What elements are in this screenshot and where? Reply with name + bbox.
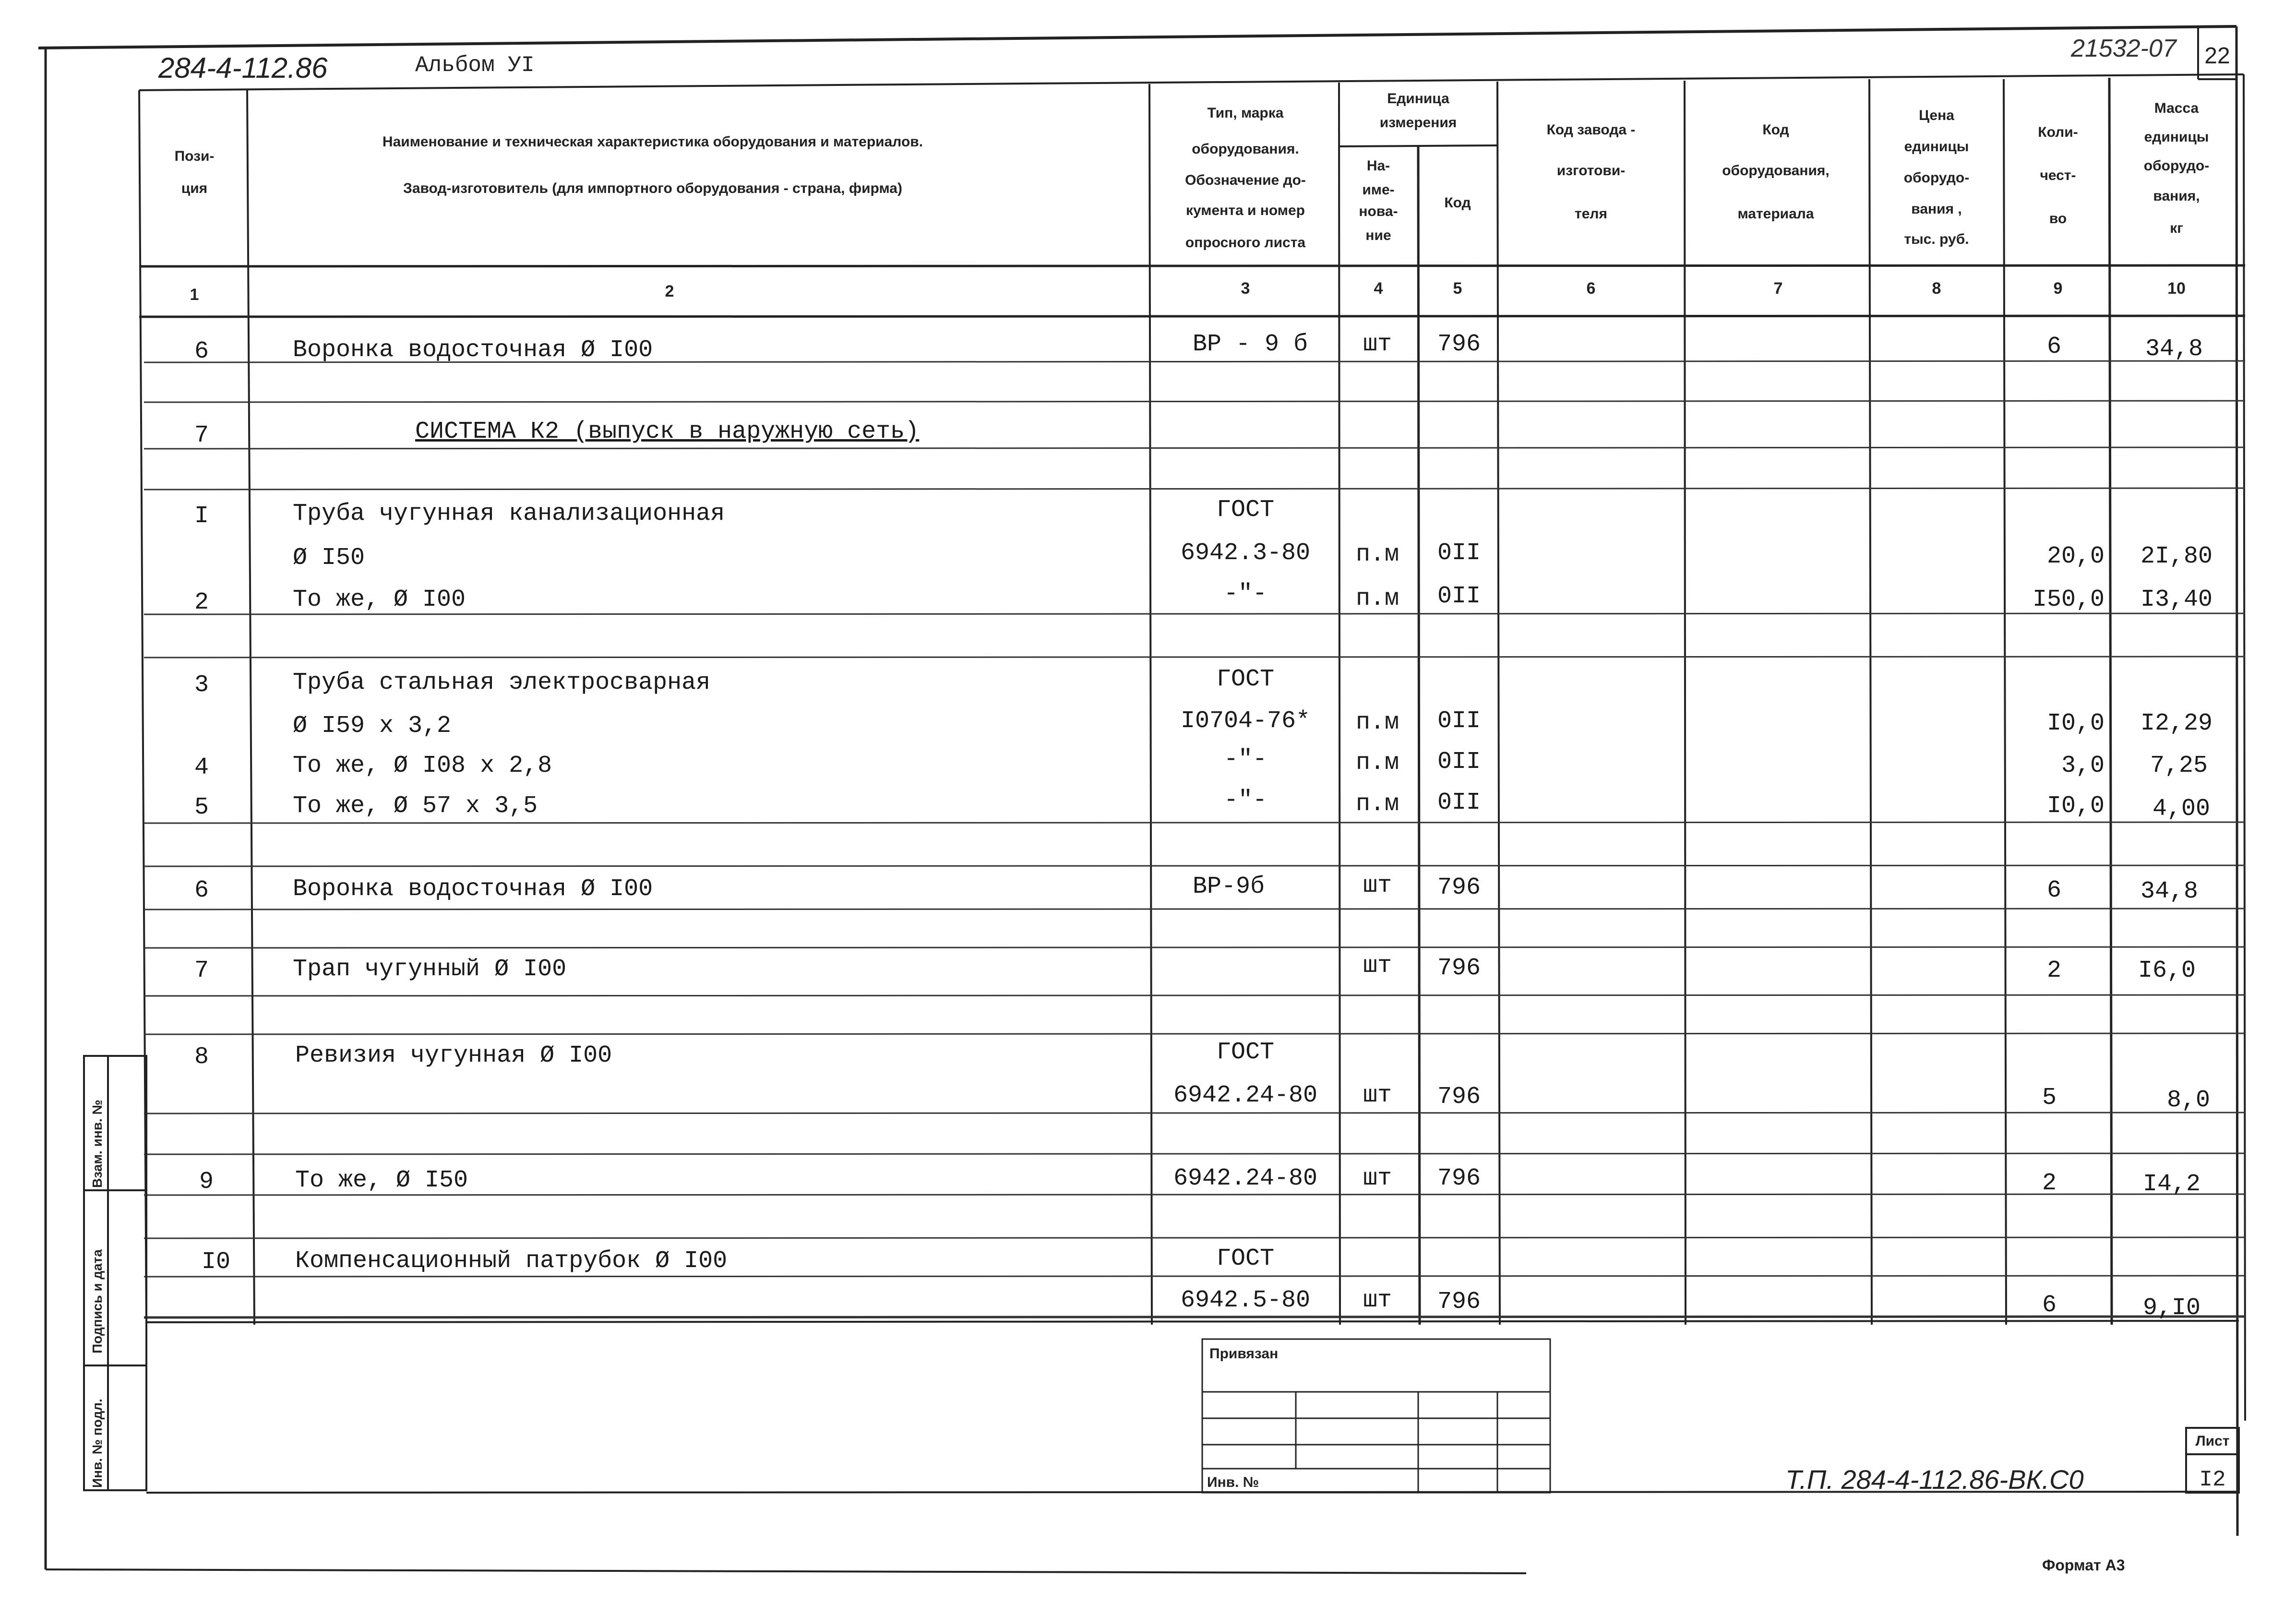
side-stamp-labels xyxy=(90,1100,105,1488)
col9-title-line2: чест- xyxy=(2040,168,2076,183)
type-cell: I0704-76* xyxy=(1180,707,1311,735)
qty-cell: 6 xyxy=(2042,1292,2057,1319)
type-cell: ГОСТ xyxy=(1216,1039,1275,1066)
type-cell: ГОСТ xyxy=(1216,666,1275,693)
signature-date-label: Подпись и дата xyxy=(90,1249,105,1353)
position-cell: 7 xyxy=(194,957,209,984)
replacement-inventory-label: Взам. инв. № xyxy=(90,1100,105,1188)
col4-title-line2: име- xyxy=(1362,182,1395,198)
unit-cell: шт xyxy=(1363,331,1392,358)
unit-cell: п.м xyxy=(1355,790,1399,818)
table-row xyxy=(199,1165,2200,1198)
unit-cell: шт xyxy=(1363,1165,1392,1192)
col8-title-line3: оборудо- xyxy=(1903,170,1970,186)
mass-cell: 2I,80 xyxy=(2140,543,2212,570)
code-cell: 0II xyxy=(1437,539,1481,567)
document-code: Т.П. 284-4-112.86-ВК.С0 xyxy=(1785,1464,2084,1495)
table-row xyxy=(194,418,919,449)
qty-cell: I0,0 xyxy=(2046,710,2105,737)
unit-cell: шт xyxy=(1363,1082,1392,1109)
col5-title: Код xyxy=(1444,195,1471,211)
col7-title-line1: Код xyxy=(1762,122,1789,138)
qty-cell: I50,0 xyxy=(2032,586,2105,613)
type-cell: ВР - 9 б xyxy=(1192,331,1308,358)
type-cell: 6942.24-80 xyxy=(1173,1165,1318,1192)
page-number: 22 xyxy=(2204,43,2230,69)
type-cell: -"- xyxy=(1223,746,1268,773)
mass-cell: I4,2 xyxy=(2142,1171,2200,1198)
position-cell: 9 xyxy=(199,1168,214,1196)
mass-cell: 34,8 xyxy=(2140,878,2198,905)
col8-title-line2: единицы xyxy=(1904,139,1969,155)
col3-title-line1: Тип, марка xyxy=(1207,105,1284,121)
position-cell: 3 xyxy=(194,671,209,699)
table-row xyxy=(194,580,2212,616)
type-cell: 6942.3-80 xyxy=(1180,539,1311,567)
archive-number: 21532-07 xyxy=(2071,35,2176,62)
unit-cell: п.м xyxy=(1355,585,1399,612)
col-number: 10 xyxy=(2167,279,2186,298)
col10-title-line1: Масса xyxy=(2154,100,2199,116)
mass-cell: I3,40 xyxy=(2140,586,2212,613)
table-row xyxy=(1173,1082,2210,1114)
name-cell: То же, Ø I08 x 2,8 xyxy=(293,752,552,779)
col4-title-line3: нова- xyxy=(1359,203,1398,219)
table-row xyxy=(293,707,2212,740)
qty-cell: I0,0 xyxy=(2046,792,2105,820)
qty-cell: 2 xyxy=(2042,1170,2057,1197)
mass-cell: I6,0 xyxy=(2138,957,2196,984)
col4-title-line1: На- xyxy=(1366,158,1390,174)
name-cell: То же, Ø I50 xyxy=(295,1167,468,1194)
code-cell: 0II xyxy=(1437,789,1481,816)
type-cell: -"- xyxy=(1223,787,1268,814)
table-row xyxy=(293,539,2212,572)
table-row xyxy=(194,331,2203,365)
unit-cell: п.м xyxy=(1355,709,1399,736)
original-inventory-label: Инв. № подл. xyxy=(90,1399,105,1488)
col3-title-line4: кумента и номер xyxy=(1185,203,1305,218)
position-cell: 7 xyxy=(194,422,209,449)
type-cell: ВР-9б xyxy=(1192,873,1265,900)
name-cell: Ø I59 x 3,2 xyxy=(293,712,452,740)
qty-cell: 5 xyxy=(2042,1084,2057,1112)
code-cell: 796 xyxy=(1437,1165,1481,1192)
col6-title-line2: изготови- xyxy=(1556,163,1626,179)
section-title-cell: СИСТЕМА К2 (выпуск в наружную сеть) xyxy=(415,418,920,445)
code-cell: 0II xyxy=(1437,583,1481,610)
inventory-number-label: Инв. № xyxy=(1207,1474,1259,1490)
mass-cell: I2,29 xyxy=(2140,710,2212,737)
name-cell: Ревизия чугунная Ø I00 xyxy=(295,1042,612,1069)
qty-cell: 6 xyxy=(2046,333,2062,360)
mass-cell: 8,0 xyxy=(2166,1087,2210,1114)
position-cell: 6 xyxy=(194,338,209,365)
sheet-number: I2 xyxy=(2199,1467,2226,1492)
col1-title-line2: ция xyxy=(181,180,208,196)
code-cell: 796 xyxy=(1437,1288,1481,1316)
col7-title-line2: оборудования, xyxy=(1722,163,1830,179)
col1-title-line1: Пози- xyxy=(174,148,215,164)
column-number-row xyxy=(190,279,2186,304)
table-row xyxy=(194,1039,1274,1071)
unit-group-title-line2: измерения xyxy=(1379,115,1457,131)
code-cell: 796 xyxy=(1437,874,1481,901)
col-number: 3 xyxy=(1241,279,1250,298)
col8-title-line1: Цена xyxy=(1919,108,1954,123)
table-row xyxy=(194,787,2210,823)
col-number: 9 xyxy=(2053,279,2063,298)
type-cell: -"- xyxy=(1223,580,1268,608)
qty-cell: 3,0 xyxy=(2061,752,2105,779)
table-row xyxy=(194,872,2198,905)
col3-title-line3: Обозначение до- xyxy=(1185,172,1306,188)
name-cell: Труба чугунная канализационная xyxy=(293,500,725,527)
name-cell: Воронка водосточная Ø I00 xyxy=(293,336,653,364)
col9-title-line1: Коли- xyxy=(2038,124,2078,140)
mass-cell: 9,I0 xyxy=(2142,1294,2200,1322)
attached-label: Привязан xyxy=(1209,1346,1279,1362)
col10-title-line2: единицы xyxy=(2144,129,2209,145)
col-number: 5 xyxy=(1453,279,1462,298)
table-body xyxy=(194,331,2212,1322)
specification-table-grid xyxy=(139,74,2245,1421)
col-number: 8 xyxy=(1932,279,1941,298)
table-row xyxy=(194,496,1274,530)
sheet-label: Лист xyxy=(2195,1433,2230,1449)
col-number: 2 xyxy=(665,282,674,300)
table-row xyxy=(194,952,2196,984)
name-cell: То же, Ø I00 xyxy=(293,586,466,613)
col3-title-line5: опросного листа xyxy=(1185,235,1306,251)
code-cell: 796 xyxy=(1437,955,1481,982)
position-cell: 8 xyxy=(194,1043,209,1071)
col2-title-line2: Завод-изготовитель (для импортного оборудования - страна, фирма) xyxy=(403,180,902,196)
unit-cell: шт xyxy=(1363,1287,1392,1314)
position-cell: 5 xyxy=(194,794,209,821)
position-cell: 4 xyxy=(194,754,209,781)
col10-title-line3: оборудо- xyxy=(2143,158,2210,174)
unit-cell: шт xyxy=(1363,952,1392,980)
project-code: 284-4-112.86 xyxy=(158,52,328,84)
col8-title-line5: тыс. руб. xyxy=(1904,231,1969,247)
position-cell: 6 xyxy=(194,877,209,904)
col8-title-line4: вания , xyxy=(1911,201,1962,217)
table-header xyxy=(175,91,2210,251)
col2-title-line1: Наименование и техническая характеристика оборудования и материалов. xyxy=(382,134,923,150)
name-cell: Труба стальная электросварная xyxy=(293,669,711,696)
col3-title-line2: оборудования. xyxy=(1192,141,1299,157)
album-label: Альбом УI xyxy=(415,53,535,78)
type-cell: 6942.5-80 xyxy=(1180,1287,1311,1314)
col9-title-line3: во xyxy=(2049,211,2067,227)
col7-title-line3: материала xyxy=(1737,206,1814,222)
qty-cell: 20,0 xyxy=(2046,543,2105,570)
mass-cell: 4,00 xyxy=(2152,795,2210,823)
position-cell: I xyxy=(194,503,209,530)
code-cell: 0II xyxy=(1437,707,1481,735)
name-cell: То же, Ø 57 x 3,5 xyxy=(293,792,538,820)
col10-title-line4: вания, xyxy=(2153,188,2200,204)
mass-cell: 7,25 xyxy=(2150,752,2208,779)
unit-group-title-line1: Единица xyxy=(1387,91,1449,107)
col6-title-line1: Код завода - xyxy=(1546,122,1636,138)
unit-cell: шт xyxy=(1363,872,1392,899)
name-cell: Воронка водосточная Ø I00 xyxy=(293,875,653,903)
qty-cell: 2 xyxy=(2046,957,2062,984)
col-number: 6 xyxy=(1586,279,1596,298)
type-cell: ГОСТ xyxy=(1216,496,1275,524)
attachment-block xyxy=(1202,1339,1550,1493)
type-cell: 6942.24-80 xyxy=(1173,1082,1318,1109)
col10-title-line5: кг xyxy=(2170,220,2183,236)
table-row xyxy=(202,1245,1274,1276)
qty-cell: 6 xyxy=(2046,877,2062,904)
col6-title-line3: теля xyxy=(1575,206,1607,222)
type-cell: ГОСТ xyxy=(1216,1245,1275,1272)
table-row xyxy=(194,746,2208,781)
code-cell: 796 xyxy=(1437,331,1481,358)
unit-cell: п.м xyxy=(1355,749,1399,777)
name-cell: Трап чугунный Ø I00 xyxy=(293,956,567,983)
table-row xyxy=(194,666,1274,699)
code-cell: 0II xyxy=(1437,748,1481,776)
code-cell: 796 xyxy=(1437,1083,1481,1111)
name-cell: Компенсационный патрубок Ø I00 xyxy=(295,1247,728,1275)
position-cell: 2 xyxy=(194,589,209,616)
mass-cell: 34,8 xyxy=(2145,335,2203,363)
name-cell: Ø I50 xyxy=(293,544,365,572)
unit-cell: п.м xyxy=(1355,541,1399,568)
position-cell: I0 xyxy=(201,1248,231,1276)
col-number: 4 xyxy=(1374,279,1383,298)
paper-format-label: Формат А3 xyxy=(2042,1556,2125,1574)
col-number: 1 xyxy=(190,286,199,304)
col-number: 7 xyxy=(1773,279,1783,298)
col4-title-line4: ние xyxy=(1365,227,1391,243)
